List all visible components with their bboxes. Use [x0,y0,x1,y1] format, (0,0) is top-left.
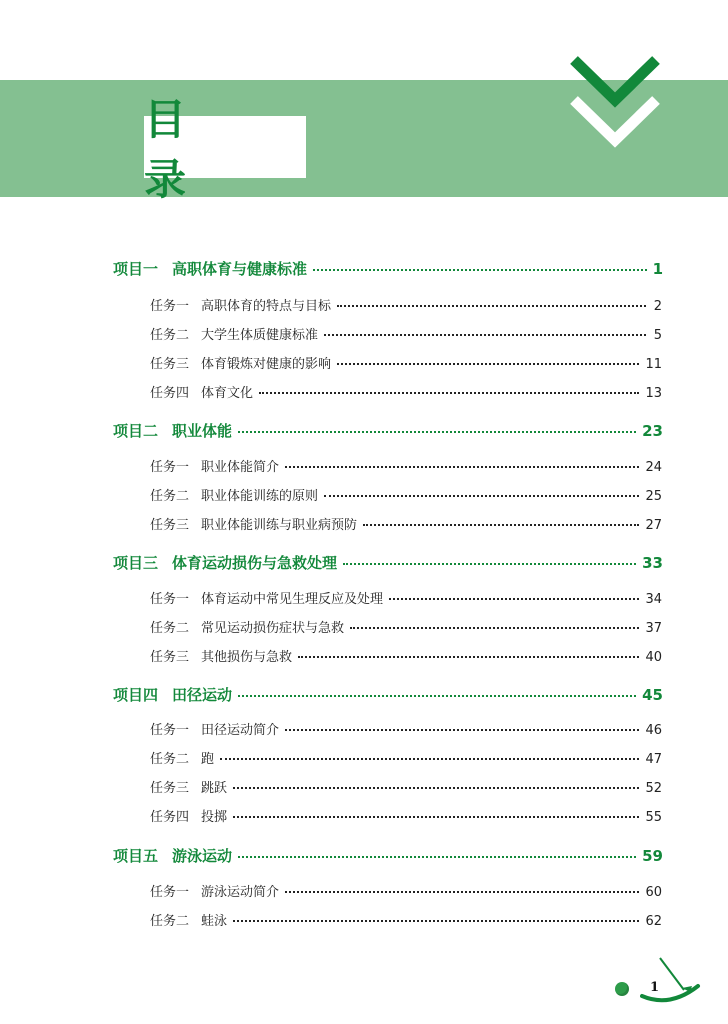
dot-leader [363,524,639,526]
task-title: 高职体育的特点与目标 [201,299,332,314]
dot-leader [238,856,636,858]
dot-leader [259,392,639,394]
page-number: 40 [645,650,662,665]
task-title: 跳跃 [201,781,228,796]
task-title: 大学生体质健康标准 [201,328,319,343]
page-number: 23 [642,422,663,440]
task-title: 蛙泳 [201,914,228,929]
dot-leader [233,920,639,922]
page-number: 24 [645,460,662,475]
page-number: 62 [645,914,662,929]
toc-task[interactable] [150,617,662,636]
toc-task[interactable] [150,806,662,825]
page-number: 60 [645,885,662,900]
page-number: 11 [645,357,662,372]
task-number: 任务一 [150,885,190,900]
page-number: 52 [645,781,662,796]
toc-task[interactable] [150,514,662,533]
toc-task[interactable] [150,719,662,738]
page-number: 33 [642,554,663,572]
dot-leader [324,334,646,336]
project-number: 项目一 [113,260,159,278]
page-number: 55 [645,810,662,825]
task-number: 任务一 [150,723,190,738]
golf-ball-icon [615,982,629,996]
footer-page-number: 1 [650,980,660,995]
page-number: 45 [642,686,663,704]
dot-leader [238,695,636,697]
toc-task[interactable] [150,456,662,475]
toc-task[interactable] [150,485,662,504]
page-number: 25 [645,489,662,504]
toc-task[interactable] [150,881,662,900]
toc-project-2[interactable] [113,420,663,441]
project-number: 项目四 [113,686,159,704]
page-number: 1 [652,260,663,278]
task-number: 任务二 [150,621,190,636]
task-title: 投掷 [201,810,228,825]
project-title: 游泳运动 [172,847,233,865]
project-title: 职业体能 [172,422,233,440]
toc-task[interactable] [150,588,662,607]
dot-leader [389,598,639,600]
page-number: 5 [653,328,662,343]
task-title: 其他损伤与急救 [201,650,293,665]
page-number: 27 [645,518,662,533]
dot-leader [350,627,639,629]
task-number: 任务四 [150,810,190,825]
dot-leader [220,758,639,760]
task-number: 任务二 [150,914,190,929]
dot-leader [298,656,639,658]
toc-project-4[interactable] [113,684,663,705]
task-number: 任务三 [150,781,190,796]
project-number: 项目三 [113,554,159,572]
toc-task[interactable] [150,646,662,665]
page-title: 目 录 [144,95,233,204]
page-number: 2 [653,299,662,314]
dot-leader [233,787,639,789]
toc-task[interactable] [150,748,662,767]
task-title: 体育文化 [201,386,254,401]
dot-leader [343,563,636,565]
page-number: 59 [642,847,663,865]
task-number: 任务二 [150,489,190,504]
toc-task[interactable] [150,777,662,796]
toc-task[interactable] [150,910,662,929]
project-title: 体育运动损伤与急救处理 [172,554,338,572]
task-title: 职业体能训练的原则 [201,489,319,504]
dot-leader [313,269,647,271]
task-title: 体育运动中常见生理反应及处理 [201,592,384,607]
project-number: 项目二 [113,422,159,440]
task-title: 体育锻炼对健康的影响 [201,357,332,372]
task-title: 职业体能简介 [201,460,280,475]
toc-task[interactable] [150,295,662,314]
toc-task[interactable] [150,353,662,372]
task-number: 任务一 [150,460,190,475]
task-title: 职业体能训练与职业病预防 [201,518,358,533]
toc-project-1[interactable] [113,258,663,279]
project-title: 高职体育与健康标准 [172,260,308,278]
title-box [144,95,306,204]
toc-task[interactable] [150,382,662,401]
dot-leader [233,816,639,818]
dot-leader [285,891,639,893]
dot-leader [285,729,639,731]
dot-leader [238,431,636,433]
task-title: 常见运动损伤症状与急救 [201,621,345,636]
toc-project-5[interactable] [113,845,663,866]
task-title: 田径运动简介 [201,723,280,738]
task-number: 任务二 [150,752,190,767]
task-number: 任务三 [150,650,190,665]
task-number: 任务三 [150,518,190,533]
page-number: 47 [645,752,662,767]
task-number: 任务一 [150,592,190,607]
toc-task[interactable] [150,324,662,343]
project-title: 田径运动 [172,686,233,704]
toc-project-3[interactable] [113,552,663,573]
dot-leader [337,305,646,307]
project-number: 项目五 [113,847,159,865]
task-title: 跑 [201,752,215,767]
task-number: 任务二 [150,328,190,343]
task-number: 任务一 [150,299,190,314]
task-title: 游泳运动简介 [201,885,280,900]
double-chevron-down-icon [566,52,664,150]
page-number: 13 [645,386,662,401]
dot-leader [337,363,639,365]
task-number: 任务四 [150,386,190,401]
task-number: 任务三 [150,357,190,372]
page-number: 46 [645,723,662,738]
dot-leader [285,466,639,468]
page-number: 34 [645,592,662,607]
dot-leader [324,495,639,497]
page-number: 37 [645,621,662,636]
